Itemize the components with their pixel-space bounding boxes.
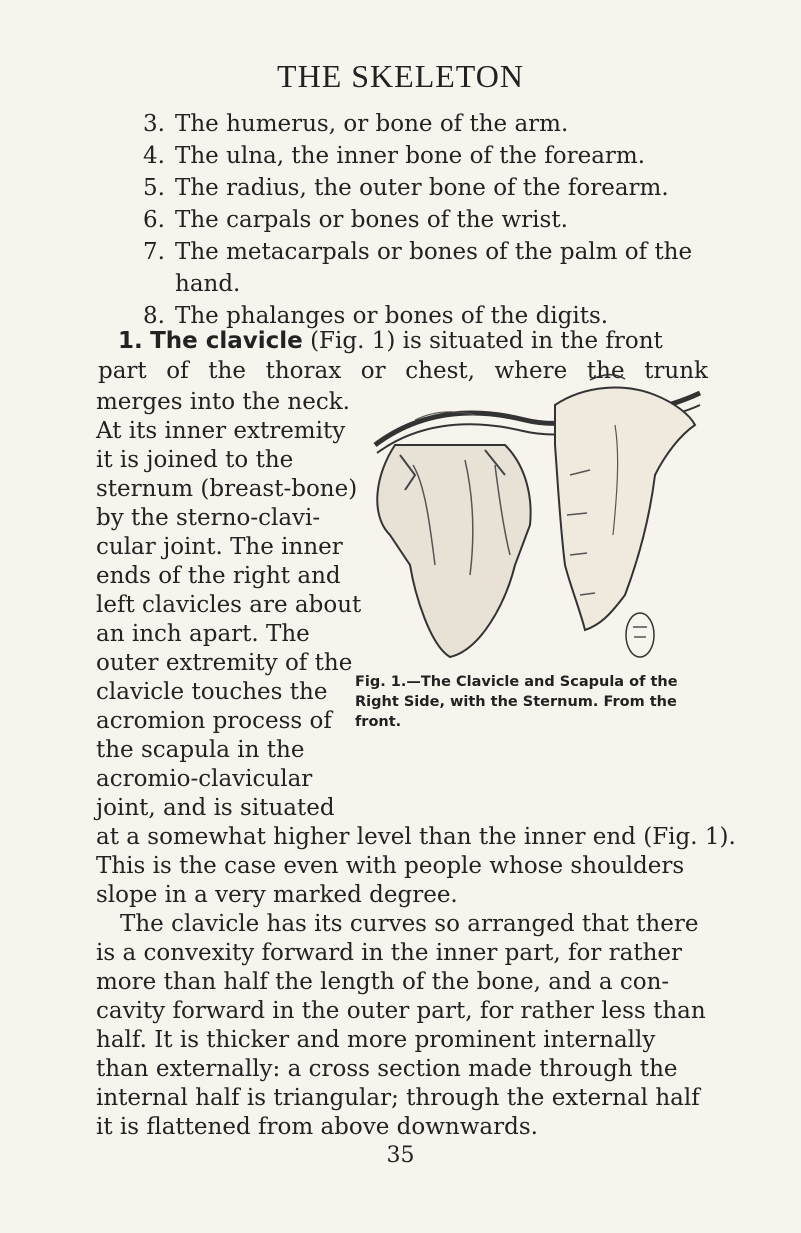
text-line: half. It is thicker and more prominent internally bbox=[96, 1027, 656, 1053]
column-line: joint, and is situated bbox=[96, 795, 335, 821]
text-line: This is the case even with people whose shoulders bbox=[96, 853, 685, 879]
list-item: 4. The ulna, the inner bone of the forearm. bbox=[143, 143, 646, 169]
column-line: an inch apart. The bbox=[96, 621, 310, 647]
text-line: it is flattened from above downwards. bbox=[96, 1114, 538, 1140]
section-line-2: part of the thorax or chest, where the trunk bbox=[98, 358, 708, 384]
running-title: THE SKELETON bbox=[277, 58, 524, 94]
list-item: 3. The humerus, or bone of the arm. bbox=[143, 111, 569, 137]
column-line: At its inner extremity bbox=[96, 418, 346, 444]
column-line: outer extremity of the bbox=[96, 650, 353, 676]
list-item: 8. The phalanges or bones of the digits. bbox=[143, 303, 609, 329]
column-line: merges into the neck. bbox=[96, 389, 350, 415]
clavicle-scapula-illustration-icon bbox=[355, 365, 705, 665]
column-line: by the sterno-clavi- bbox=[96, 505, 321, 531]
column-line: it is joined to the bbox=[96, 447, 294, 473]
column-line: ends of the right and bbox=[96, 563, 341, 589]
text-line: at a somewhat higher level than the inner end (Fig. 1). bbox=[96, 824, 736, 850]
text-line: than externally: a cross section made through the bbox=[96, 1056, 678, 1082]
text-line: more than half the length of the bone, and a con- bbox=[96, 969, 670, 995]
column-line: clavicle touches the bbox=[96, 679, 328, 705]
section-number: 1. bbox=[118, 328, 143, 354]
column-line: left clavicles are about bbox=[96, 592, 362, 618]
list-item: 6. The carpals or bones of the wrist. bbox=[143, 207, 568, 233]
list-item: 7. The metacarpals or bones of the palm of the bbox=[143, 239, 693, 265]
column-line: sternum (breast-bone) bbox=[96, 476, 358, 502]
section-opening-text: (Fig. 1) is situated in the front bbox=[310, 328, 663, 354]
column-line: acromio-clavicular bbox=[96, 766, 313, 792]
section-heading: The clavicle bbox=[150, 328, 303, 354]
clavicle-scapula-figure bbox=[355, 365, 705, 665]
text-line: The clavicle has its curves so arranged that there bbox=[120, 911, 699, 937]
list-item-continuation: hand. bbox=[175, 271, 241, 297]
page-number: 35 bbox=[386, 1143, 415, 1168]
column-line: the scapula in the bbox=[96, 737, 305, 763]
list-item: 5. The radius, the outer bone of the forearm. bbox=[143, 175, 669, 201]
figure-caption: Fig. 1.—The Clavicle and Scapula of the Right Side, with the Sternum. From the front. bbox=[355, 674, 678, 730]
column-line: cular joint. The inner bbox=[96, 534, 343, 560]
text-line: internal half is triangular; through the external half bbox=[96, 1085, 700, 1111]
text-line: is a convexity forward in the inner part, for rather bbox=[96, 940, 682, 966]
column-line: acromion process of bbox=[96, 708, 332, 734]
text-line: slope in a very marked degree. bbox=[96, 882, 458, 908]
section-opening-line bbox=[98, 327, 708, 357]
text-line: cavity forward in the outer part, for rather less than bbox=[96, 998, 706, 1024]
